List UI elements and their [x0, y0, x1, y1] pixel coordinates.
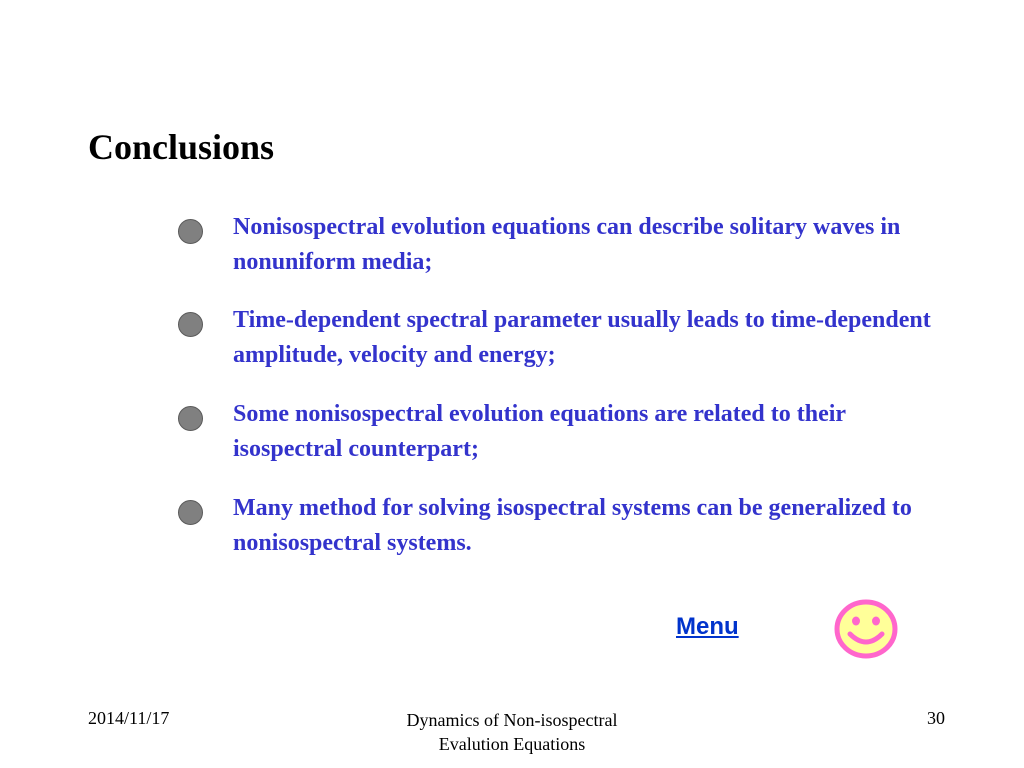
bullet-dot-icon — [178, 406, 203, 431]
footer-title-line: Evalution Equations — [438, 734, 586, 754]
menu-link[interactable]: Menu — [676, 613, 739, 640]
bullet-dot-icon — [178, 219, 203, 244]
bullet-text: Many method for solving isospectral systems can be generalized to nonisospectral systems. — [233, 495, 912, 556]
page-number: 30 — [927, 708, 945, 728]
bullet-text: Time-dependent spectral parameter usually leads to time-dependent amplitude, velocity and energy; — [233, 307, 931, 368]
smiley-face-icon — [833, 598, 899, 660]
bullet-text: Nonisospectral evolution equations can describe solitary waves in nonuniform media; — [233, 214, 901, 275]
footer-date: 2014/11/17 — [88, 708, 170, 728]
footer-title-line: Dynamics of Non-isospectral — [406, 710, 618, 730]
bullet-text: Some nonisospectral evolution equations are related to their isospectral counterpart; — [233, 401, 846, 462]
bullet-dot-icon — [178, 312, 203, 337]
slide-title: Conclusions — [88, 127, 275, 167]
footer-title — [362, 708, 662, 756]
bullet-dot-icon — [178, 500, 203, 525]
